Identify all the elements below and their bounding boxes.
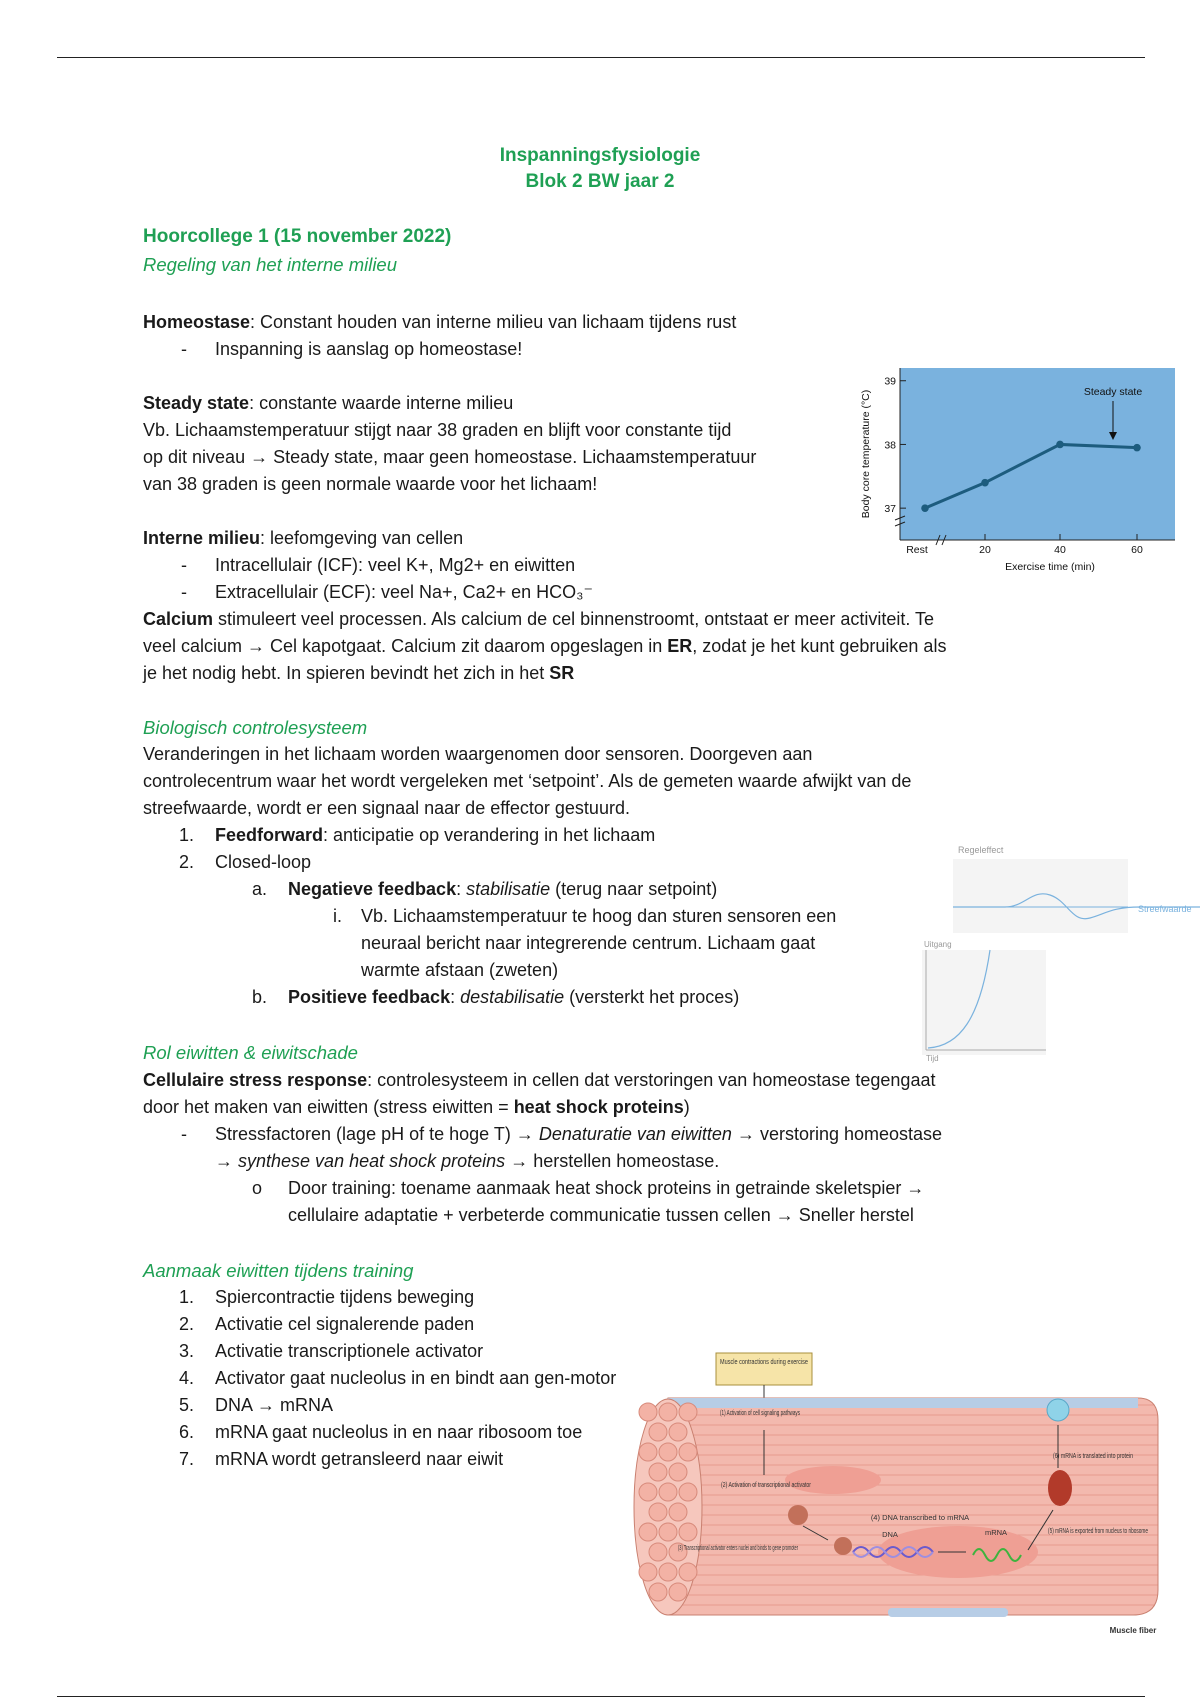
muscle-fiber-label: Muscle fiber [1109,1626,1157,1635]
steady-state-term: Steady state [143,393,250,413]
steady-state-example-3: van 38 graden is geen normale waarde voor het lichaam! [143,474,598,494]
ribosome [1048,1470,1072,1506]
bio-item-2-marker: 2. [179,852,195,872]
hsp-term: heat shock proteins [513,1097,684,1117]
aanmaak-heading: Aanmaak eiwitten tijdens training [143,1260,414,1281]
eiwit-dash-2-b: → herstellen homeostase. [505,1151,720,1171]
myofibril-11 [659,1483,677,1501]
myofibril-14 [669,1503,687,1521]
stress-response-def: : controlesysteem in cellen dat verstoringen van homeostase tegengaat [367,1070,936,1090]
eiwit-sub-2: cellulaire adaptatie + verbeterde communicatie tussen cellen → Sneller herstel [288,1205,914,1225]
chart-point-1 [981,479,989,487]
calcium-term: Calcium [143,609,214,629]
eiwit-line-2 [143,1094,690,1121]
bio-item-a [288,876,717,903]
positive-feedback-term: Positieve feedback [288,987,451,1007]
calcium-line-1-rest: stimuleert veel processen. Als calcium de cel binnenstroomt, ontstaat er meer activiteit. Te [213,609,935,629]
muscle-fiber-body [668,1398,1158,1615]
neg-feedback-panel [953,859,1128,933]
muscle-box-text: Muscle contractions during exercise [720,1357,808,1366]
chart-xtick-label-0: Rest [906,544,928,556]
bio-item-i-3: warmte afstaan (zweten) [361,960,559,980]
negative-feedback-rest: (terug naar setpoint) [550,879,718,899]
chart-xtick-label-3: 60 [1131,544,1143,556]
muscle-fiber-illustration [628,1350,1168,1640]
aanmaak-item-1: Spiercontractie tijdens beweging [215,1287,475,1307]
positive-feedback-sep: : [450,987,461,1007]
chart-xtick-label-2: 40 [1054,544,1066,556]
myofibril-7 [679,1443,697,1461]
calcium-line-1 [143,606,934,633]
myofibril-9 [669,1463,687,1481]
bottom-rule [57,1696,1145,1697]
myofibril-4 [669,1423,687,1441]
calcium-er: ER [667,636,693,656]
activator [788,1505,808,1525]
step-3: (3) Transcriptional activator enters nuclei and binds to gene promoter [678,1543,799,1552]
myofibril-20 [639,1563,657,1581]
aanmaak-marker-1: 1. [179,1287,195,1307]
bio-item-i-marker: i. [333,906,342,926]
stress-response-term: Cellulaire stress response [143,1070,368,1090]
myofibril-1 [659,1403,677,1421]
aanmaak-marker-5: 5. [179,1395,195,1415]
muscle-cross-section [634,1399,702,1615]
temperature-chart [855,368,1175,573]
protein [1047,1399,1069,1421]
icf-bullet: - [181,555,187,575]
bio-item-2: Closed-loop [215,852,312,872]
interne-milieu-def: : leefomgeving van cellen [260,528,464,548]
aanmaak-marker-7: 7. [179,1449,195,1469]
myofibril-6 [659,1443,677,1461]
chart-point-3 [1133,444,1141,452]
bio-item-i-2: neuraal bericht naar integrerende centrum. Lichaam gaat [361,933,816,953]
eiwit-circle-bullet: o [252,1178,263,1198]
ecf-bullet: - [181,582,187,602]
negative-feedback-sep: : [456,879,467,899]
myofibril-24 [669,1583,687,1601]
steady-state-def: : constante waarde interne milieu [249,393,514,413]
bio-item-1 [215,822,655,849]
myofibril-2 [679,1403,697,1421]
myofibril-22 [679,1563,697,1581]
aanmaak-item-5: DNA → mRNA [215,1395,334,1415]
muscle-membrane-bottom [888,1608,1008,1617]
aanmaak-item-4: Activator gaat nucleolus in en bindt aan gen-motor [215,1368,617,1388]
bio-paragraph-2: controlecentrum waar het wordt vergeleken met ‘setpoint’. Als de gemeten waarde afwijkt van de [143,771,912,791]
neg-feedback-top-label: Regeleffect [958,845,1004,855]
calcium-line-2-b: , zodat je het kunt gebruiken als [692,636,947,656]
aanmaak-item-6: mRNA gaat nucleolus in en naar ribosoom toe [215,1422,583,1442]
myofibril-21 [659,1563,677,1581]
myofibril-0 [639,1403,657,1421]
steady-state-example-1: Vb. Lichaamstemperatuur stijgt naar 38 graden en blijft voor constante tijd [143,420,732,440]
feedforward-term: Feedforward [215,825,324,845]
bio-item-b [288,984,739,1011]
myofibril-3 [649,1423,667,1441]
step-2: (2) Activation of transcriptional activator [721,1480,812,1489]
eiwit-heading: Rol eiwitten & eiwitschade [143,1042,358,1063]
eiwit-sub-1: Door training: toename aanmaak heat shock proteins in getrainde skeletspier → [288,1178,925,1198]
doc-title: Inspanningsfysiologie [499,145,701,166]
chart-annotation: Steady state [1083,386,1143,398]
negative-feedback-graph [950,843,1200,941]
feedforward-def: : anticipatie op verandering in het lichaam [323,825,656,845]
aanmaak-item-3: Activatie transcriptionele activator [215,1341,484,1361]
pos-feedback-bottom-label: Tijd [926,1054,939,1063]
negative-feedback-ital: stabilisatie [466,879,551,899]
eiwit-line-2-a: door het maken van eiwitten (stress eiwitten = [143,1097,514,1117]
calcium-line-3 [143,660,574,687]
myofibril-5 [639,1443,657,1461]
bio-heading: Biologisch controlesysteem [143,717,368,738]
aanmaak-marker-4: 4. [179,1368,195,1388]
calcium-sr: SR [549,663,575,683]
myofibril-18 [649,1543,667,1561]
icf-text: Intracellulair (ICF): veel K+, Mg2+ en eiwitten [215,555,576,575]
chart-ytick-label-0: 37 [884,503,896,516]
bio-item-i-1: Vb. Lichaamstemperatuur te hoog dan sturen sensoren een [361,906,837,926]
step-4: (4) DNA transcribed to mRNA [870,1513,970,1522]
pos-feedback-panel [922,950,1046,1055]
chart-ytick-label-2: 39 [884,375,896,388]
myofibril-12 [679,1483,697,1501]
homeostase-term: Homeostase [143,312,251,332]
step-5: (5) mRNA is exported from nucleus to ribosome [1048,1526,1148,1535]
homeostase-def: : Constant houden van interne milieu van lichaam tijdens rust [250,312,737,332]
negative-feedback-term: Negatieve feedback [288,879,457,899]
aanmaak-marker-2: 2. [179,1314,195,1334]
myofibril-16 [659,1523,677,1541]
chart-point-2 [1056,441,1064,449]
eiwit-dash-1-a: Stressfactoren (lage pH of te hoge T) → [215,1124,539,1144]
chart-ytick-label-1: 38 [884,439,896,452]
myofibril-10 [639,1483,657,1501]
interne-milieu-term: Interne milieu [143,528,261,548]
eiwit-bullet: - [181,1124,187,1144]
step-6: (6) mRNA is translated into protein [1053,1451,1133,1460]
top-rule [57,57,1145,58]
homeostase-bullet: - [181,339,187,359]
eiwit-dash-2-a: → [215,1151,239,1171]
positive-feedback-rest: (versterkt het proces) [564,987,740,1007]
eiwit-dash-1-b: → verstoring homeostase [731,1124,943,1144]
steady-state-line [143,390,513,417]
aanmaak-item-2: Activatie cel signalerende paden [215,1314,475,1334]
eiwit-dash-2-ital: synthese van heat shock proteins [238,1151,506,1171]
pos-feedback-left-label: Uitgang [924,940,952,949]
step-1: (1) Activation of cell signaling pathways [720,1408,801,1417]
myofibril-17 [679,1523,697,1541]
eiwit-dash-1 [215,1121,942,1148]
bio-item-a-marker: a. [252,879,268,899]
interne-milieu-line [143,525,463,552]
aanmaak-marker-3: 3. [179,1341,195,1361]
myofibril-15 [639,1523,657,1541]
calcium-line-2-a: veel calcium → Cel kapotgaat. Calcium zit daarom opgeslagen in [143,636,668,656]
myofibril-23 [649,1583,667,1601]
eiwit-dash-1-ital: Denaturatie van eiwitten [538,1124,732,1144]
activator-bound [834,1537,852,1555]
chart-ylabel: Body core temperature (°C) [860,389,872,519]
myofibril-13 [649,1503,667,1521]
doc-subtitle: Blok 2 BW jaar 2 [525,171,675,192]
calcium-line-2 [143,633,946,660]
bio-paragraph-1: Veranderingen in het lichaam worden waargenomen door sensoren. Doorgeven aan [143,744,813,764]
bio-paragraph-3: streefwaarde, wordt er een signaal naar de effector gestuurd. [143,798,630,818]
steady-state-example-2: op dit niveau → Steady state, maar geen homeostase. Lichaamstemperatuur [143,447,757,467]
neg-feedback-right-label: Streefwaarde [1138,904,1192,914]
eiwit-line-2-c: ) [683,1097,690,1117]
dna-label: DNA [882,1530,898,1539]
homeostase-line [143,309,736,336]
bio-item-b-marker: b. [252,987,268,1007]
positive-feedback-graph [920,938,1050,1063]
chart-xlabel: Exercise time (min) [1005,561,1095,573]
eiwit-line-1 [143,1067,935,1094]
lecture-title: Hoorcollege 1 (15 november 2022) [143,226,452,247]
aanmaak-item-7: mRNA wordt getransleerd naar eiwit [215,1449,504,1469]
homeostase-bullet-text: Inspanning is aanslag op homeostase! [215,339,523,359]
mrna-label: mRNA [984,1528,1008,1537]
eiwit-dash-2 [215,1148,719,1175]
myofibril-8 [649,1463,667,1481]
calcium-line-3-a: je het nodig hebt. In spieren bevindt het zich in het [143,663,550,683]
chart-xtick-label-1: 20 [979,544,991,556]
positive-feedback-ital: destabilisatie [460,987,565,1007]
aanmaak-marker-6: 6. [179,1422,195,1442]
lecture-subtitle: Regeling van het interne milieu [143,254,398,275]
muscle-box-label [720,1357,808,1366]
ecf-text: Extracellulair (ECF): veel Na+, Ca2+ en HCO₃⁻ [215,582,593,602]
bio-item-1-marker: 1. [179,825,195,845]
chart-point-0 [921,504,929,512]
